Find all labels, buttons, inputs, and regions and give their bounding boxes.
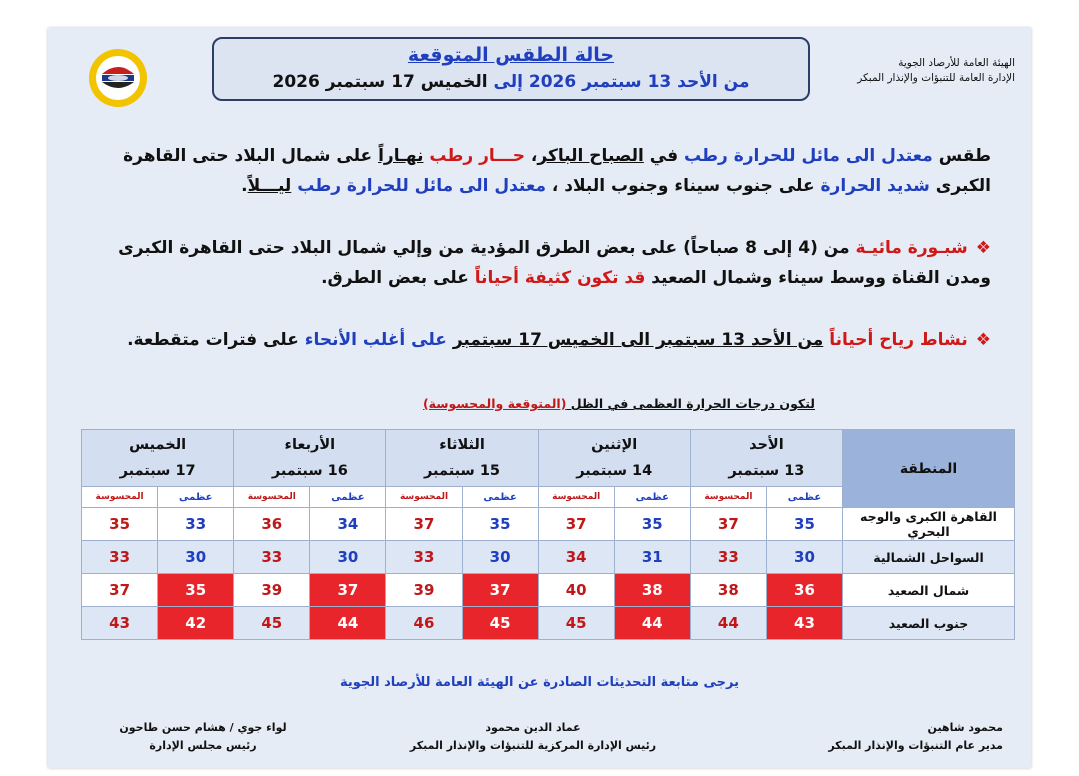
table-header bbox=[82, 430, 1015, 508]
header-row-days bbox=[82, 430, 1015, 487]
feels-like-label: المحسوسة bbox=[234, 487, 310, 508]
max-temp-cell: 31 bbox=[614, 541, 690, 574]
feels-like-cell: 37 bbox=[690, 508, 766, 541]
max-temp-cell: 45 bbox=[462, 607, 538, 640]
max-temp-label: عظمى bbox=[158, 487, 234, 508]
table-row bbox=[82, 607, 1015, 640]
day-header bbox=[82, 430, 234, 487]
day-name: الثلاثاء bbox=[439, 437, 485, 453]
feels-like-cell: 45 bbox=[234, 607, 310, 640]
feels-like-cell: 37 bbox=[538, 508, 614, 541]
max-temp-cell: 33 bbox=[158, 508, 234, 541]
max-temp-cell: 44 bbox=[310, 607, 386, 640]
max-temp-cell: 35 bbox=[614, 508, 690, 541]
footnote: يرجى متابعة التحديثات الصادرة عن الهيئة العامة للأرصاد الجوية bbox=[339, 675, 739, 690]
region-column-header: المنطقة bbox=[843, 430, 1015, 508]
feels-like-cell: 39 bbox=[234, 574, 310, 607]
region-name: جنوب الصعيد bbox=[843, 607, 1015, 640]
feels-like-cell: 37 bbox=[82, 574, 158, 607]
wind-warning: ❖نشاط رياح أحياناً من الأحد 13 سبتمبر الى الخميس 17 سبتمبر على أغلب الأنحاء على فترات متقطعة. bbox=[127, 330, 991, 350]
max-temp-cell: 30 bbox=[158, 541, 234, 574]
feels-like-label: المحسوسة bbox=[386, 487, 462, 508]
max-temp-label: عظمى bbox=[614, 487, 690, 508]
agency-line2: الإدارة العامة للتنبؤات والإنذار المبكر bbox=[857, 72, 1015, 84]
day-name: الأربعاء bbox=[284, 437, 336, 453]
feels-like-cell: 46 bbox=[386, 607, 462, 640]
day-header bbox=[538, 430, 690, 487]
diamond-bullet-icon: ❖ bbox=[975, 330, 991, 350]
feels-like-cell: 35 bbox=[82, 508, 158, 541]
agency-line1: الهيئة العامة للأرصاد الجوية bbox=[898, 57, 1015, 69]
day-date: 16 سبتمبر bbox=[271, 463, 348, 479]
day-header bbox=[386, 430, 538, 487]
max-temp-cell: 43 bbox=[766, 607, 842, 640]
day-header bbox=[690, 430, 842, 487]
forecast-bulletin bbox=[48, 28, 1031, 768]
signature-2: عماد الدين محمود رئيس الإدارة المركزية للتنبؤات والإنذار المبكر bbox=[409, 721, 657, 752]
max-temp-cell: 35 bbox=[766, 508, 842, 541]
max-temp-cell: 38 bbox=[614, 574, 690, 607]
feels-like-label: المحسوسة bbox=[538, 487, 614, 508]
max-temp-cell: 36 bbox=[766, 574, 842, 607]
signature-3: لواء جوي / هشام حسن طاحون رئيس مجلس الإدارة bbox=[119, 721, 287, 752]
day-header bbox=[234, 430, 386, 487]
max-temp-cell: 37 bbox=[462, 574, 538, 607]
day-name: الأحد bbox=[749, 437, 784, 453]
max-temp-cell: 35 bbox=[462, 508, 538, 541]
feels-like-cell: 33 bbox=[234, 541, 310, 574]
day-date: 17 سبتمبر bbox=[119, 463, 196, 479]
feels-like-cell: 45 bbox=[538, 607, 614, 640]
page-title: حالة الطقس المتوقعة bbox=[407, 44, 615, 66]
max-temp-cell: 35 bbox=[158, 574, 234, 607]
temperature-table bbox=[81, 429, 1015, 640]
signature-1: محمود شاهين مدير عام التنبؤات والإنذار المبكر bbox=[828, 721, 1003, 752]
max-temp-label: عظمى bbox=[462, 487, 538, 508]
feels-like-cell: 40 bbox=[538, 574, 614, 607]
feels-like-cell: 37 bbox=[386, 508, 462, 541]
max-temp-cell: 30 bbox=[766, 541, 842, 574]
table-body bbox=[82, 508, 1015, 640]
feels-like-cell: 44 bbox=[690, 607, 766, 640]
feels-like-cell: 33 bbox=[386, 541, 462, 574]
feels-like-cell: 39 bbox=[386, 574, 462, 607]
table-row bbox=[82, 574, 1015, 607]
feels-like-cell: 36 bbox=[234, 508, 310, 541]
max-temp-label: عظمى bbox=[310, 487, 386, 508]
title-box bbox=[212, 37, 810, 101]
table-row bbox=[82, 541, 1015, 574]
feels-like-cell: 38 bbox=[690, 574, 766, 607]
day-date: 14 سبتمبر bbox=[576, 463, 653, 479]
max-temp-cell: 30 bbox=[462, 541, 538, 574]
max-temp-cell: 42 bbox=[158, 607, 234, 640]
max-temp-cell: 34 bbox=[310, 508, 386, 541]
day-date: 15 سبتمبر bbox=[424, 463, 501, 479]
feels-like-cell: 43 bbox=[82, 607, 158, 640]
day-date: 13 سبتمبر bbox=[728, 463, 805, 479]
forecast-period: من الأحد 13 سبتمبر 2026 إلى الخميس 17 سبتمبر 2026 bbox=[272, 72, 750, 92]
table-row bbox=[82, 508, 1015, 541]
max-temp-cell: 37 bbox=[310, 574, 386, 607]
feels-like-cell: 34 bbox=[538, 541, 614, 574]
max-temp-cell: 44 bbox=[614, 607, 690, 640]
weather-summary: طقس معتدل الى مائل للحرارة رطب في الصباح الباكر، حـــار رطب نهـاراً على شمال البلاد حتى القاهرة الكبرى شديد الحرارة على جنوب سيناء وجنوب البلاد ، معتدل الى مائل للحرارة رطب ليـــلاً. bbox=[123, 146, 991, 196]
fog-warning: ❖شبـورة مائيـة من (4 إلى 8 صباحاً) على بعض الطرق المؤدية من وإلي شمال البلاد حتى القاهرة الكبرى ومدن القناة ووسط سيناء وشمال الصعيد قد تكون كثيفة أحياناً على بعض الطرق. bbox=[118, 238, 991, 288]
feels-like-cell: 33 bbox=[690, 541, 766, 574]
region-name: السواحل الشمالية bbox=[843, 541, 1015, 574]
table-caption: لتكون درجات الحرارة العظمى في الظل (المتوقعة والمحسوسة) bbox=[422, 396, 815, 411]
meteorological-authority-logo bbox=[88, 48, 148, 108]
region-name: القاهرة الكبرى والوجه البحري bbox=[843, 508, 1015, 541]
feels-like-cell: 33 bbox=[82, 541, 158, 574]
max-temp-cell: 30 bbox=[310, 541, 386, 574]
feels-like-label: المحسوسة bbox=[82, 487, 158, 508]
feels-like-label: المحسوسة bbox=[690, 487, 766, 508]
day-name: الخميس bbox=[129, 437, 187, 453]
day-name: الإثنين bbox=[591, 437, 638, 453]
region-name: شمال الصعيد bbox=[843, 574, 1015, 607]
agency-name bbox=[815, 56, 1015, 86]
diamond-bullet-icon: ❖ bbox=[975, 238, 991, 258]
max-temp-label: عظمى bbox=[766, 487, 842, 508]
